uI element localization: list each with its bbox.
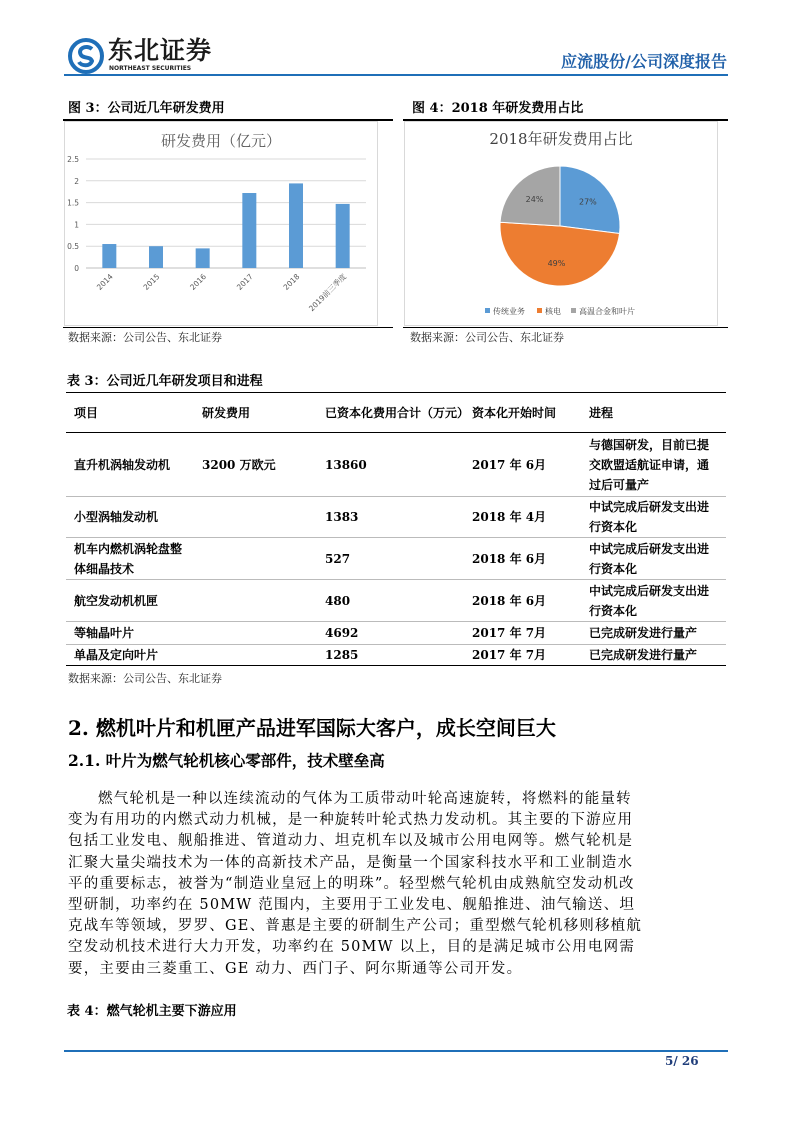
x-tick-label: 2017 xyxy=(234,272,255,292)
paragraph-line: 克战车等领域，罗罗、GE、普惠是主要的研制生产公司；重型燃气轮机移则移植航 xyxy=(68,918,643,935)
table-cell: 中试完成后研发支出进行资本化 xyxy=(581,580,726,622)
figure3-bottom-rule xyxy=(63,327,393,328)
header-cell: 已资本化费用合计（万元） xyxy=(325,405,470,420)
pie-chart xyxy=(405,122,717,325)
paragraph-line: 空发动机技术进行大力开发，功率约在 50MW 以上，目的是满足城市公用电网需 xyxy=(68,939,636,956)
bar xyxy=(149,246,163,268)
table-cell: 单晶及定向叶片 xyxy=(74,648,159,662)
figure3-caption: 图 3：公司近几年研发费用 xyxy=(68,101,225,116)
table-cell xyxy=(194,497,317,538)
legend-swatch xyxy=(485,308,490,313)
table-cell: 与德国研发，目前已提交欧盟适航证申请，通过后可量产 xyxy=(581,433,726,497)
y-tick-label: 1 xyxy=(74,220,79,230)
table-cell: 2018 年 4月 xyxy=(464,497,581,538)
table-row xyxy=(66,433,726,497)
pie-slice xyxy=(500,222,620,286)
table-cell: 中试完成后研发支出进行资本化 xyxy=(581,497,726,538)
y-tick-label: 0.5 xyxy=(67,242,79,252)
logo-text: 东北证券 xyxy=(108,36,213,65)
y-tick-label: 0 xyxy=(74,264,79,273)
chart-title: 2018年研发费用占比 xyxy=(489,130,633,148)
table-row xyxy=(66,622,726,645)
table-cell: 1383 xyxy=(317,497,464,538)
table-cell: 2017 年 7月 xyxy=(472,648,547,662)
table-header-row xyxy=(66,393,726,433)
table4-caption: 表 4：燃气轮机主要下游应用 xyxy=(67,1004,237,1019)
section-heading: 2. 燃机叶片和机匣产品进军国际大客户，成长空间巨大 xyxy=(68,716,556,740)
table-cell: 已完成研发进行量产 xyxy=(589,648,698,662)
paragraph-line: 要，主要由三菱重工、GE 动力、西门子、阿尔斯通等公司开发。 xyxy=(68,960,523,977)
legend-label: 核电 xyxy=(545,307,561,316)
logo-subtext: NORTHEAST SECURITIES xyxy=(109,65,192,72)
header-cell: 进程 xyxy=(589,405,614,420)
bar xyxy=(336,204,350,268)
table-cell: 2017 年 7月 xyxy=(464,622,581,645)
y-tick-label: 2.5 xyxy=(67,155,79,164)
x-tick-label: 2015 xyxy=(141,272,162,292)
page-number: 5/ 26 xyxy=(665,1054,699,1068)
x-tick-label: 2016 xyxy=(188,272,209,292)
table-row xyxy=(66,538,726,580)
header-cell: 研发费用 xyxy=(202,405,251,420)
paragraph-line: 变为有用功的内燃式动力机械，是一种旋转叶轮式热力发动机。其主要的下游应用 xyxy=(68,812,634,829)
paragraph-line: 平的重要标志，被誉为“制造业皇冠上的明珠”。轻型燃气轮机由成熟航空发动机改 xyxy=(68,875,635,892)
table-cell: 小型涡轴发动机 xyxy=(66,497,194,538)
figure4-caption: 图 4：2018 年研发费用占比 xyxy=(412,101,584,116)
table-cell: 527 xyxy=(317,538,464,580)
bar xyxy=(242,193,256,268)
figure3-chart-frame xyxy=(64,121,378,326)
bar xyxy=(289,183,303,268)
table-cell xyxy=(194,538,317,580)
table-cell xyxy=(194,622,317,645)
table-cell: 已完成研发进行量产 xyxy=(581,622,726,645)
paragraph-line: 包括工业发电、舰船推进、管道动力、坦克机车以及城市公用电网等。燃气轮机是 xyxy=(68,833,634,850)
table-cell xyxy=(194,580,317,622)
table-cell: 航空发动机机匣 xyxy=(66,580,194,622)
table3-source: 数据来源：公司公告、东北证券 xyxy=(68,672,222,685)
chart-title: 研发费用（亿元） xyxy=(160,132,282,150)
header-rule xyxy=(64,74,728,76)
table-cell: 480 xyxy=(317,580,464,622)
table-row xyxy=(66,580,726,622)
figure3-source: 数据来源：公司公告、东北证券 xyxy=(68,331,222,344)
paragraph-line: 汇聚大量尖端技术为一体的高新技术产品，是衡量一个国家科技水平和工业制造水 xyxy=(68,854,634,871)
legend-swatch xyxy=(571,308,576,313)
rd-projects-table xyxy=(66,392,726,666)
footer-rule xyxy=(64,1050,728,1052)
table-cell: 中试完成后研发支出进行资本化 xyxy=(581,538,726,580)
slice-label: 49% xyxy=(547,259,566,269)
table-cell: 13860 xyxy=(317,433,464,497)
table-cell: 2018 年 6月 xyxy=(464,538,581,580)
paragraph-line: 型研制，功率约在 50MW 范围内，主要用于工业发电、舰船推进、油气输送、坦 xyxy=(68,897,636,914)
logo-icon xyxy=(68,38,104,74)
table-cell: 2018 年 6月 xyxy=(464,580,581,622)
table-cell: 2017 年 6月 xyxy=(464,433,581,497)
report-title: 应流股份/公司深度报告 xyxy=(561,52,727,71)
table3-caption: 表 3：公司近几年研发项目和进程 xyxy=(67,374,263,389)
header-cell: 项目 xyxy=(74,405,99,420)
table-cell: 1285 xyxy=(325,648,359,662)
table-cell: 直升机涡轴发动机 xyxy=(66,433,194,497)
y-tick-label: 2 xyxy=(74,176,79,186)
legend-label: 高温合金和叶片 xyxy=(579,307,635,316)
figure4-bottom-rule xyxy=(403,327,728,328)
body-paragraph xyxy=(68,789,643,980)
x-tick-label: 2018 xyxy=(281,272,302,292)
header-cell: 资本化开始时间 xyxy=(472,405,557,420)
table-cell: 机车内燃机涡轮盘整体细晶技术 xyxy=(66,538,194,580)
table-cell xyxy=(194,645,317,666)
bar xyxy=(102,244,116,268)
legend-label: 传统业务 xyxy=(493,307,525,316)
y-tick-label: 1.5 xyxy=(67,198,79,208)
bar xyxy=(196,248,210,268)
slice-label: 24% xyxy=(525,194,544,204)
bar-chart xyxy=(65,122,377,325)
subsection-heading: 2.1. 叶片为燃气轮机核心零部件，技术壁垒高 xyxy=(68,751,385,770)
table-cell: 4692 xyxy=(317,622,464,645)
table-row xyxy=(66,645,726,666)
paragraph-line: 燃气轮机是一种以连续流动的气体为工质带动叶轮高速旋转，将燃料的能量转 xyxy=(98,791,632,807)
slice-label: 27% xyxy=(579,197,597,207)
table-cell: 3200 万欧元 xyxy=(194,433,317,497)
figure4-chart-frame xyxy=(404,121,718,326)
table-row xyxy=(66,497,726,538)
legend-swatch xyxy=(537,308,542,313)
x-tick-label: 2014 xyxy=(94,272,115,292)
table-cell: 等轴晶叶片 xyxy=(66,622,194,645)
x-tick-label: 2019前三季度 xyxy=(307,272,349,314)
figure4-source: 数据来源：公司公告、东北证券 xyxy=(410,331,564,344)
